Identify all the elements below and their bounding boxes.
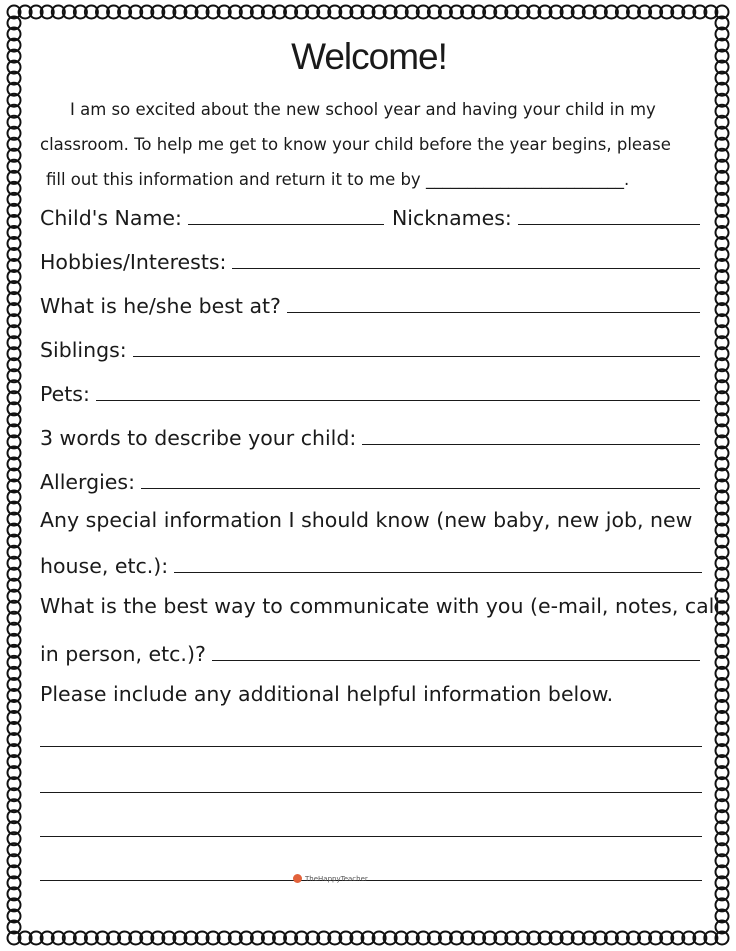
siblings-blank[interactable] — [133, 338, 700, 357]
child-name-blank[interactable] — [188, 206, 384, 225]
intro-line-3: fill out this information and return it to me by ________________________. — [46, 170, 630, 189]
footer-brand — [293, 874, 368, 883]
three-words-label: 3 words to describe your child: — [40, 426, 357, 450]
pets-row — [40, 376, 700, 406]
apple-icon — [293, 874, 302, 883]
best-at-blank[interactable] — [287, 294, 700, 313]
additional-info-prompt: Please include any additional helpful information below. — [40, 682, 614, 706]
special-info-blank[interactable] — [174, 554, 702, 573]
nicknames-blank[interactable] — [518, 206, 700, 225]
page-title: Welcome! — [291, 36, 447, 77]
pets-blank[interactable] — [96, 382, 700, 401]
communicate-line-1: What is the best way to communicate with you (e-mail, notes, call, — [40, 594, 727, 618]
intro-line-1: I am so excited about the new school year and having your child in my — [70, 100, 656, 119]
form-sheet — [36, 30, 727, 920]
communicate-row — [40, 636, 700, 666]
communicate-label: in person, etc.)? — [40, 642, 206, 666]
three-words-row — [40, 420, 700, 450]
intro-line-2: classroom. To help me get to know your child before the year begins, please — [40, 135, 671, 154]
best-at-row — [40, 288, 700, 318]
siblings-label: Siblings: — [40, 338, 127, 362]
additional-line-3[interactable] — [40, 836, 702, 837]
three-words-blank[interactable] — [362, 426, 700, 445]
hobbies-row — [40, 244, 700, 274]
special-info-label: house, etc.): — [40, 554, 169, 578]
pets-label: Pets: — [40, 382, 90, 406]
brand-text: TheHappyTeacher — [305, 874, 368, 883]
child-name-label: Child's Name: — [40, 206, 182, 230]
allergies-label: Allergies: — [40, 470, 136, 494]
additional-line-4[interactable] — [40, 880, 702, 881]
allergies-row — [40, 464, 700, 494]
hobbies-label: Hobbies/Interests: — [40, 250, 227, 274]
communicate-blank[interactable] — [212, 642, 700, 661]
intro-paragraph — [36, 92, 712, 197]
allergies-blank[interactable] — [141, 470, 700, 489]
additional-line-1[interactable] — [40, 746, 702, 747]
special-info-line-1: Any special information I should know (new baby, new job, new — [40, 508, 693, 532]
siblings-row — [40, 332, 700, 362]
additional-line-2[interactable] — [40, 792, 702, 793]
special-info-row — [40, 548, 702, 578]
hobbies-blank[interactable] — [232, 250, 700, 269]
nicknames-label: Nicknames: — [391, 206, 512, 230]
child-name-row — [40, 200, 700, 230]
best-at-label: What is he/she best at? — [40, 294, 281, 318]
